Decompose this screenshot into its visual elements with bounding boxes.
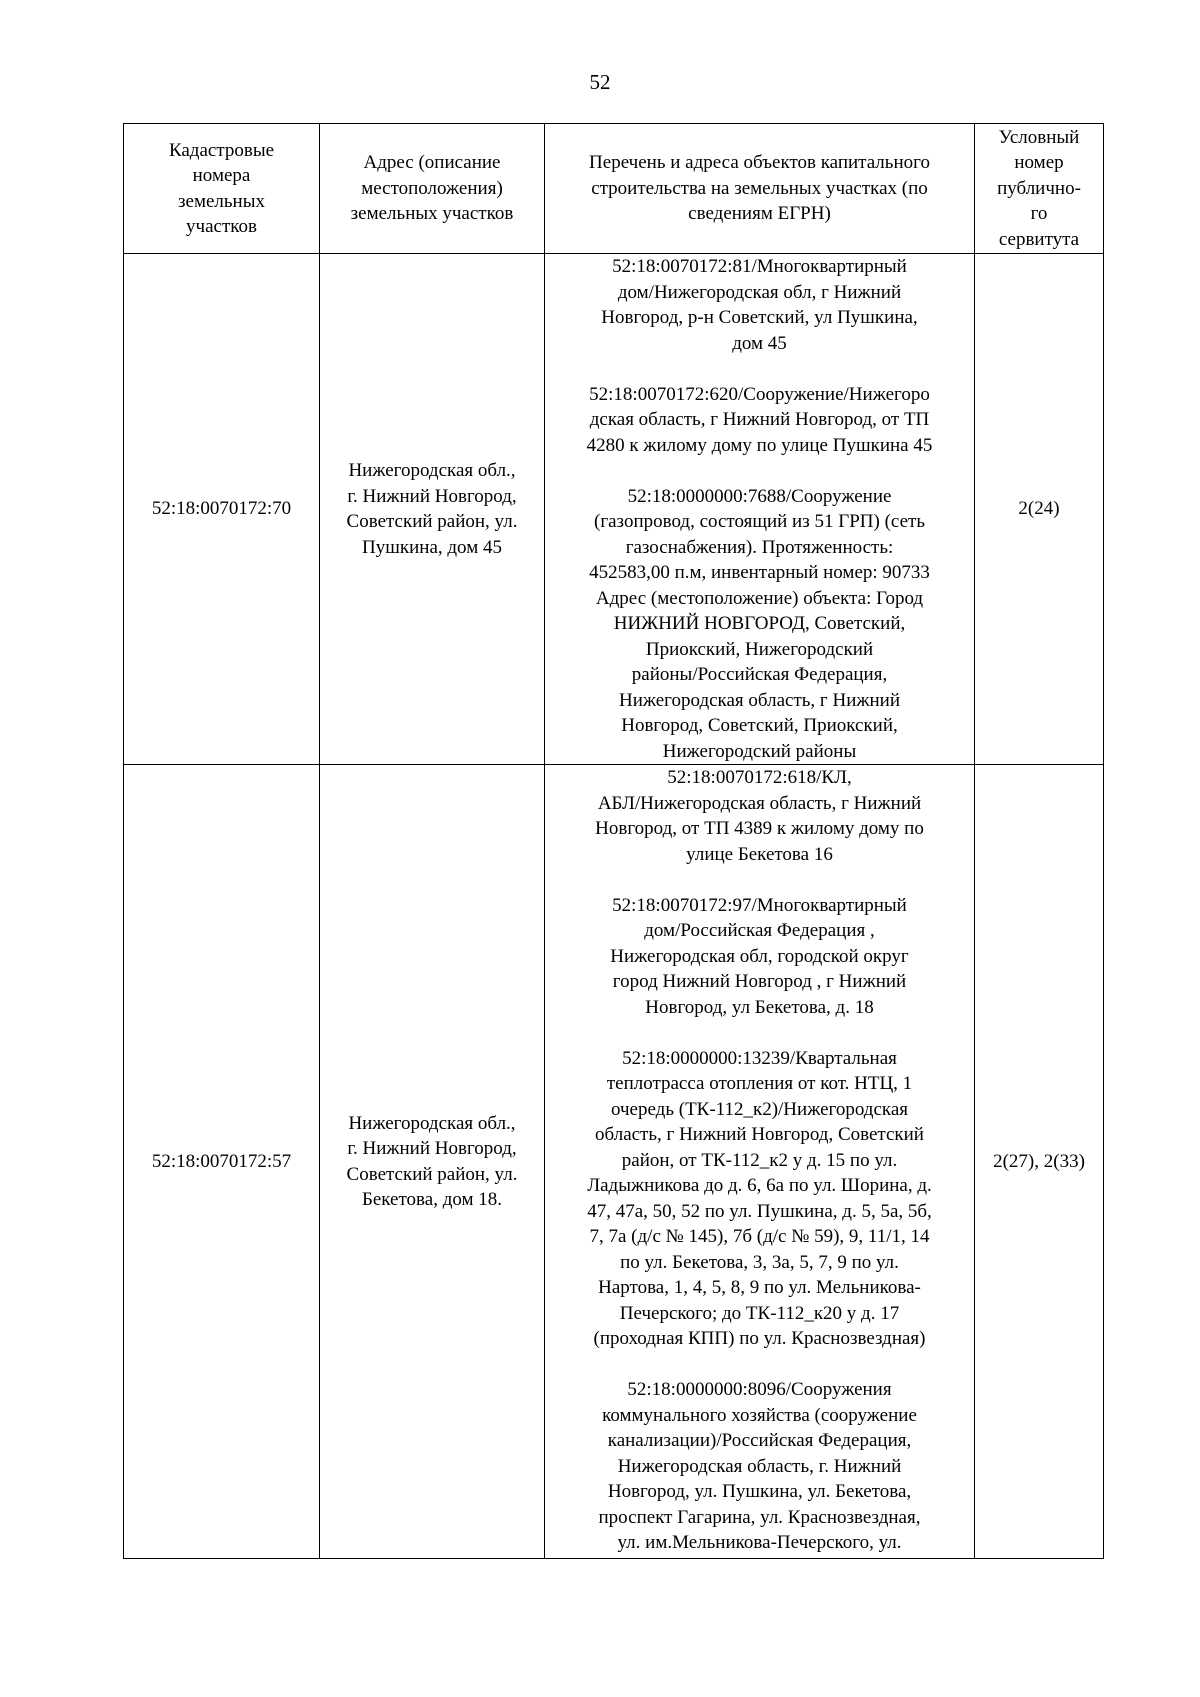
- servitude-number-cell: 2(27), 2(33): [975, 765, 1104, 1559]
- objects-cell: [545, 765, 975, 1559]
- object-entry: 52:18:0070172:618/КЛ, АБЛ/Нижегородская область, г Нижний Новгород, от ТП 4389 к жилому дому по улице Бекетова 16: [595, 767, 924, 865]
- table-row: [124, 765, 1104, 1559]
- object-entry: 52:18:0070172:81/Многоквартирный дом/Нижегородская обл, г Нижний Новгород, р-н Советский, ул Пушкина, дом 45: [601, 256, 918, 354]
- page-number: 52: [589, 70, 611, 94]
- table-row: [124, 254, 1104, 765]
- header-address: Адрес (описание местоположения) земельных участков: [320, 124, 545, 254]
- cadastral-number-cell: 52:18:0070172:57: [124, 765, 320, 1559]
- table-header-row: [124, 124, 1104, 254]
- object-entry: 52:18:0000000:8096/Сооружения коммунального хозяйства (сооружение канализации)/Российская Федерация, Нижегородская область, г. Нижний Новгород, ул. Пушкина, ул. Бекетова, проспект Гагарина, ул. Краснозвездная, ул. им.Мельникова-Печерского, ул.: [598, 1379, 921, 1553]
- header-cadastral-numbers: Кадастровые номера земельных участков: [124, 124, 320, 254]
- servitude-table: [123, 123, 1104, 1559]
- object-entry: 52:18:0070172:97/Многоквартирный дом/Российская Федерация , Нижегородская обл, городской округ город Нижний Новгород , г Нижний Новгород, ул Бекетова, д. 18: [610, 894, 909, 1018]
- cadastral-number-cell: 52:18:0070172:70: [124, 254, 320, 765]
- object-entry: 52:18:0000000:7688/Сооружение (газопровод, состоящий из 51 ГРП) (сеть газоснабжения). Протяженность: 452583,00 п.м, инвентарный номер: 90733 Адрес (местоположение) объекта: Город НИЖНИЙ НОВГОРОД, Советский, Приокский, Нижегородский районы/Российская Федерация, Нижегородская область, г Нижний Новгород, Советский, Приокский, Нижегородский районы: [589, 485, 930, 762]
- objects-cell: [545, 254, 975, 765]
- address-cell: Нижегородская обл., г. Нижний Новгород, Советский район, ул. Бекетова, дом 18.: [320, 765, 545, 1559]
- header-servitude-number: Условный номер публично- го сервитута: [975, 124, 1104, 254]
- header-capital-objects: Перечень и адреса объектов капитального строительства на земельных участках (по сведениям ЕГРН): [545, 124, 975, 254]
- address-cell: Нижегородская обл., г. Нижний Новгород, Советский район, ул. Пушкина, дом 45: [320, 254, 545, 765]
- object-entry: 52:18:0000000:13239/Квартальная теплотрасса отопления от кот. НТЦ, 1 очередь (ТК-112_к2)/Нижегородская область, г Нижний Новгород, Советский район, от ТК-112_к2 у д. 15 по ул. Ладыжникова до д. 6, 6а по ул. Шорина, д. 47, 47а, 50, 52 по ул. Пушкина, д. 5, 5а, 5б, 7, 7а (д/с № 145), 7б (д/с № 59), 9, 11/1, 14 по ул. Бекетова, 3, 3а, 5, 7, 9 по ул. Нартова, 1, 4, 5, 8, 9 по ул. Мельникова- Печерского; до ТК-112_к20 у д. 17 (проходная КПП) по ул. Краснозвездная): [587, 1047, 932, 1349]
- servitude-number-cell: 2(24): [975, 254, 1104, 765]
- object-entry: 52:18:0070172:620/Сооружение/Нижегоро дская область, г Нижний Новгород, от ТП 4280 к жилому дому по улице Пушкина 45: [586, 383, 933, 456]
